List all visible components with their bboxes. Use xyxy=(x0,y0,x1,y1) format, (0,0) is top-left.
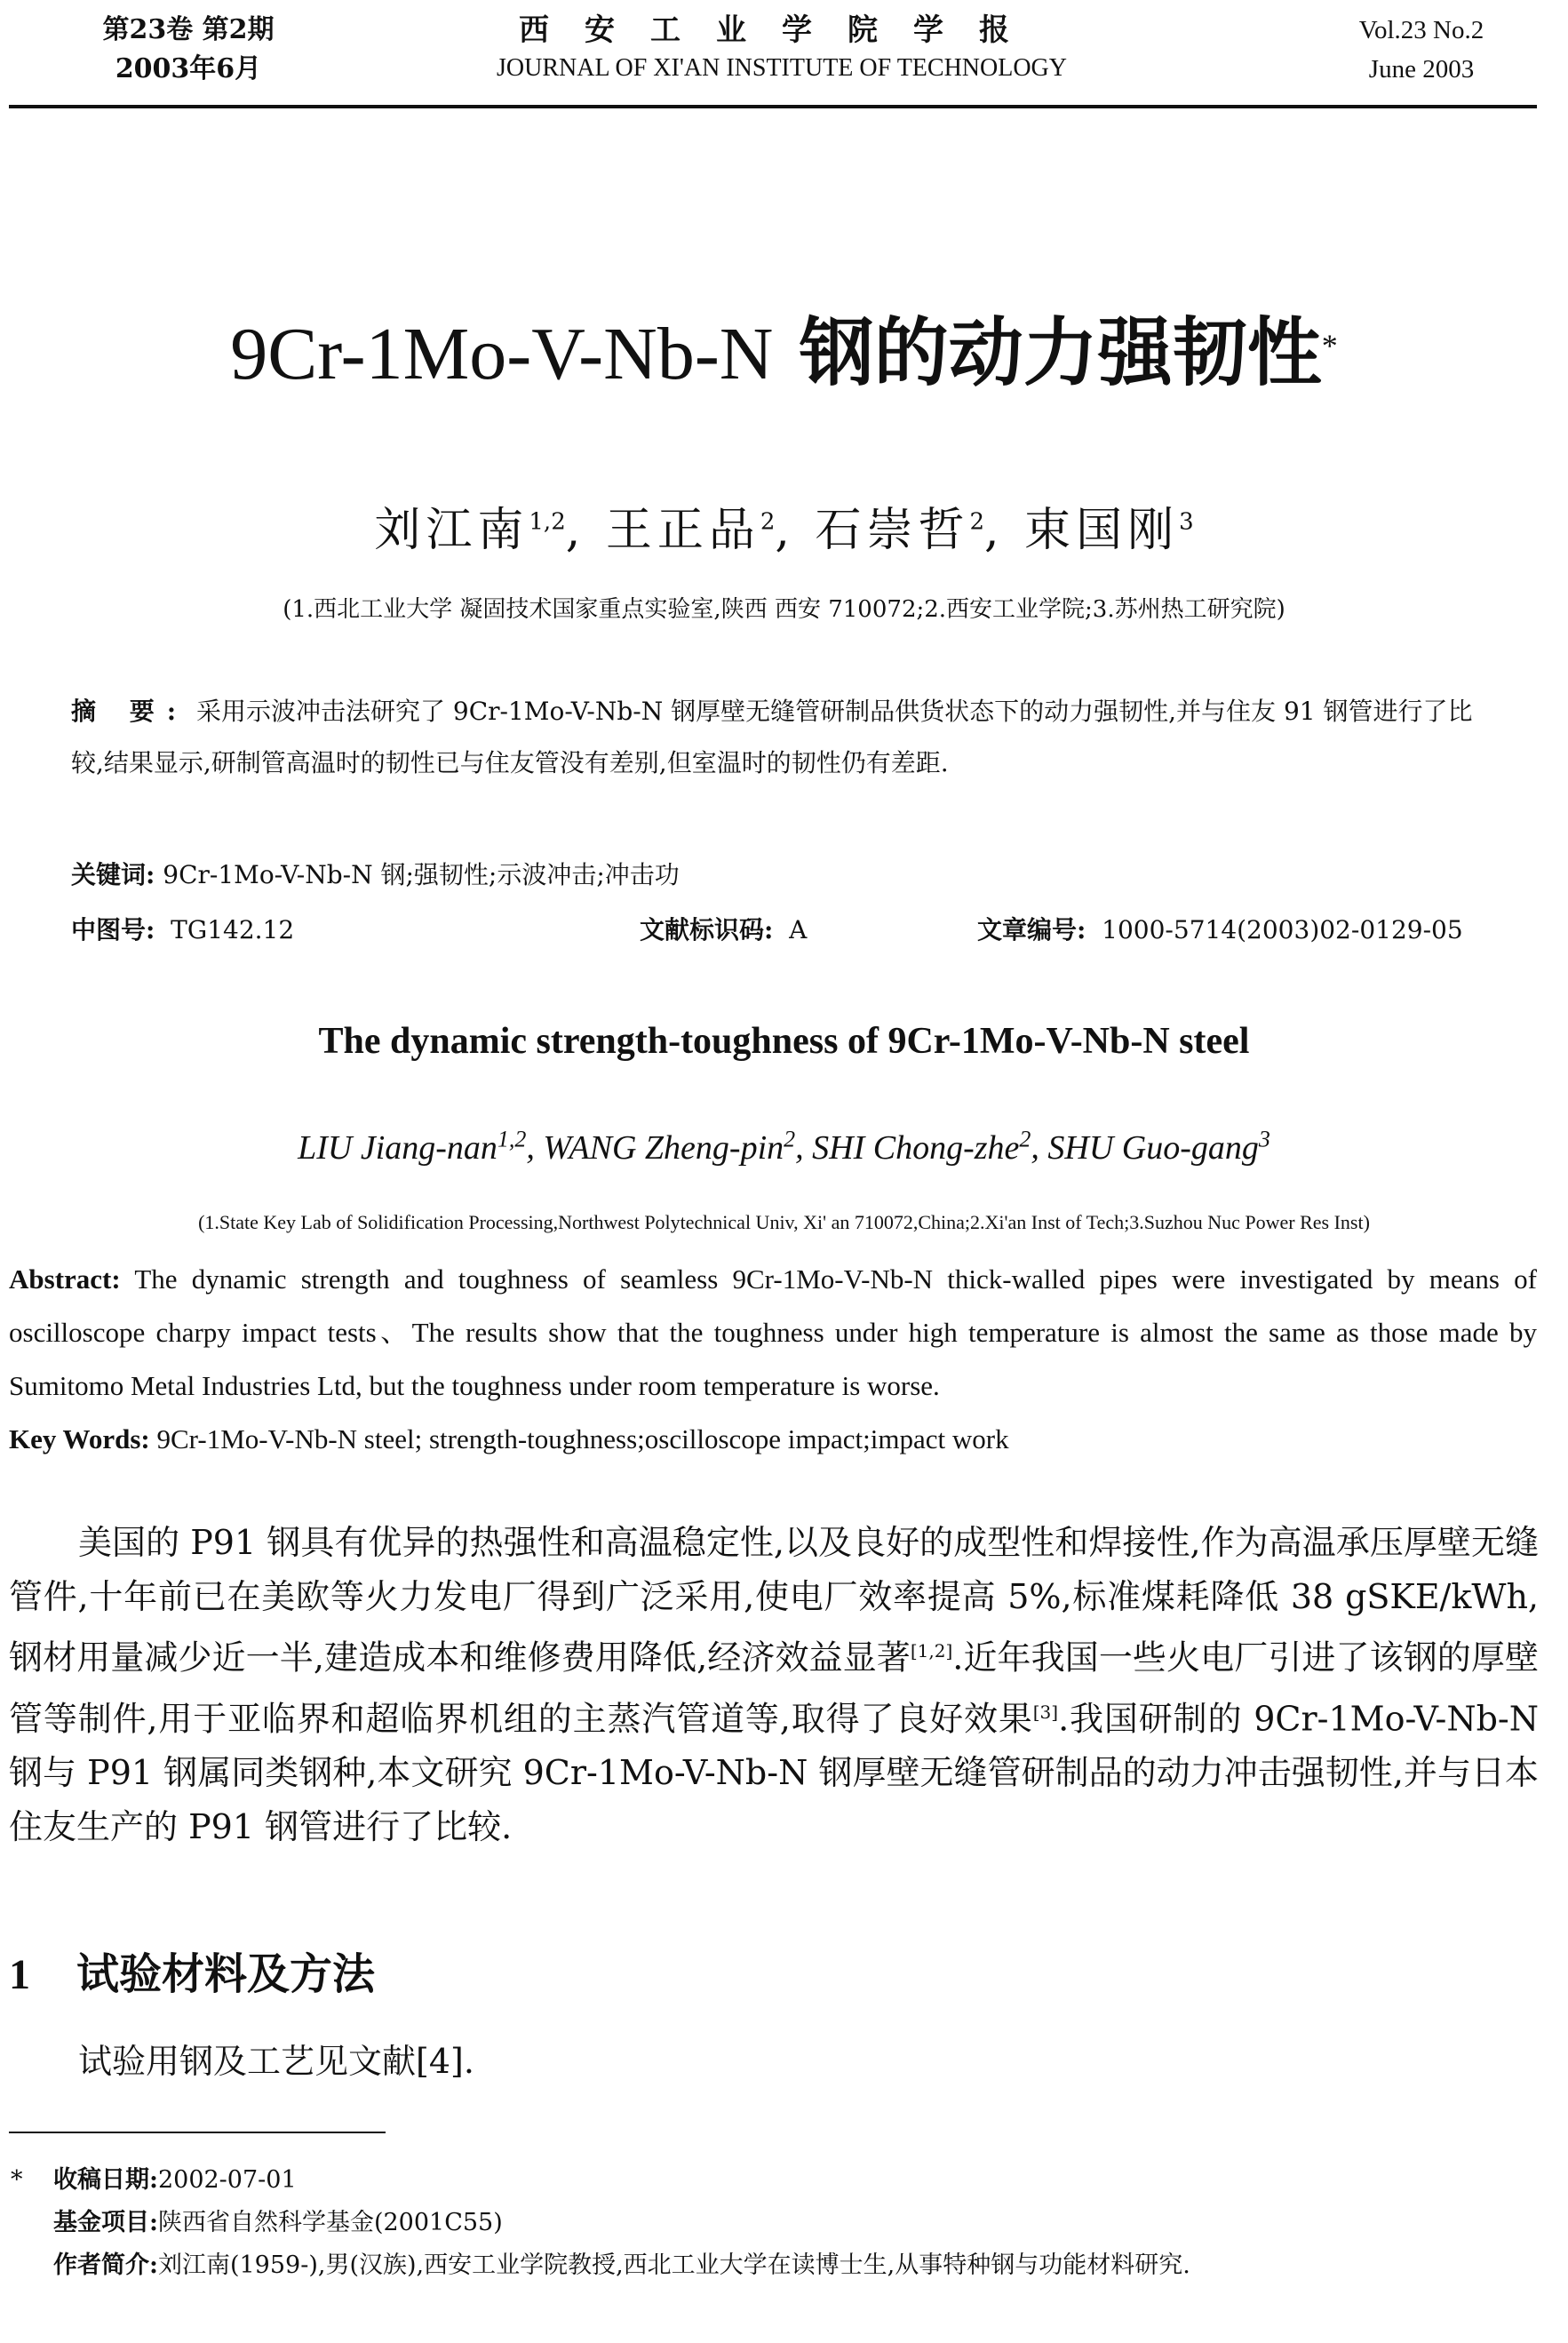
author-en: WANG Zheng-pin$^2$ xyxy=(543,1126,796,1167)
footnote-author xyxy=(53,2244,1537,2287)
title-formula: 9Cr-1Mo-V-Nb-N xyxy=(230,313,774,395)
header-journal-en: JOURNAL OF XI'AN INSTITUTE OF TECHNOLOGY xyxy=(496,54,1068,82)
classification-line xyxy=(71,908,1510,952)
header-journal-block xyxy=(391,11,1173,87)
abstract-en-text: The dynamic strength and toughness of seamless 9Cr-1Mo-V-Nb-N thick-walled pipes were investigated by means of oscilloscope charpy impact tests、The results show that the toughness under high temperature is almost the same as those made by Sumitomo Metal Industries Ltd, but the toughness under room temperature is worse. xyxy=(9,1263,1537,1401)
author-en: SHU Guo-gang$^3$ xyxy=(1047,1126,1270,1167)
keywords-cn-text: 9Cr-1Mo-V-Nb-N 钢;强韧性;示波冲击;冲击功 xyxy=(163,860,680,889)
intro-text-part-3: .我国研制的 9Cr-1Mo-V-Nb-N 钢与 P91 钢属同类钢种,本文研究 9Cr-1Mo-V-Nb-N 钢厚壁无缝管研制品的动力冲击强韧性,并与日本住友生产的 P91 钢管进行了比较. xyxy=(9,1699,1539,1847)
footnote-mark: * xyxy=(11,2166,23,2194)
clc-label: 中图号: xyxy=(71,915,155,944)
author-cn: 王正品$^2$ xyxy=(605,504,776,558)
abstract-en xyxy=(9,1253,1537,1413)
header-volume-en: Vol.23 No.2 xyxy=(1358,16,1484,44)
article-no-value: 1000-5714(2003)02-0129-05 xyxy=(1102,915,1463,944)
keywords-cn-label: 关键词: xyxy=(71,860,155,889)
keywords-en-label: Key Words: xyxy=(9,1423,150,1454)
header-journal-cn: 西安工业学院学报 xyxy=(519,12,1045,48)
keywords-cn xyxy=(71,853,1475,897)
footnote-rule xyxy=(9,2132,386,2133)
abstract-cn-text: 采用示波冲击法研究了 9Cr-1Mo-V-Nb-N 钢厚壁无缝管研制品供货状态下的动力强韧性,并与住友 91 钢管进行了比较,结果显示,研制管高温时的韧性已与住友管没有差别,但室温时的韧性仍有差距. xyxy=(71,697,1473,777)
doc-code-label: 文献标识码: xyxy=(640,915,774,944)
footnote-fund xyxy=(53,2202,1537,2244)
section-1-text: 试验用钢及工艺见文献[4]. xyxy=(78,2042,474,2081)
keywords-en xyxy=(9,1415,1537,1464)
author-en: LIU Jiang-nan$^{1,2}$ xyxy=(298,1126,527,1167)
header-date-cn: 2003年6月 xyxy=(115,53,262,84)
clc-value: TG142.12 xyxy=(171,915,295,944)
author-en: SHI Chong-zhe$^2$ xyxy=(812,1126,1031,1167)
intro-text-part-1: 美国的 P91 钢具有优异的热强性和高温稳定性,以及良好的成型性和焊接性,作为高温承压厚壁无缝管件,十年前已在美欧等火力发电厂得到广泛采用,使电厂效率提高 5%,标准煤耗降低 38 gSKE/kWh,钢材用量减少近一半,建造成本和维修费用降低,经济效益显著 xyxy=(9,1523,1539,1678)
running-header xyxy=(0,0,1568,108)
paper-title-en: The dynamic strength-toughness of 9Cr-1Mo-V-Nb-N steel xyxy=(318,1021,1250,1062)
affiliation-cn: (1.西北工业大学 凝固技术国家重点实验室,陕西 西安 710072;2.西安工业学院;3.苏州热工研究院) xyxy=(283,596,1285,623)
header-volume-en-block xyxy=(1297,11,1546,89)
abstract-en-label: Abstract: xyxy=(9,1263,121,1295)
section-1-heading xyxy=(9,1942,375,2007)
author-bio-value: 刘江南(1959-),男(汉族),西安工业学院教授,西北工业大学在读博士生,从事特种钢与功能材料研究. xyxy=(157,2251,1190,2279)
intro-text-part-2: .近年我国一些火电厂引进了该钢的厚壁管等制件,用于亚临界和超临界机组的主蒸汽管道等,取得了良好效果 xyxy=(9,1638,1539,1739)
received-value: 2002-07-01 xyxy=(157,2166,297,2194)
received-label: 收稿日期: xyxy=(53,2166,158,2194)
author-cn: 刘江南$^{1,2}$ xyxy=(374,504,566,558)
title-cn-text: 钢的动力强韧性 xyxy=(773,309,1322,396)
fund-label: 基金项目: xyxy=(53,2209,158,2236)
author-list-en: LIU Jiang-nan$^{1,2}$, WANG Zheng-pin$^2$, SHI Chong-zhe$^2$, SHU Guo-gang$^3$ xyxy=(298,1126,1270,1167)
header-volume-cn: 第23卷 第2期 xyxy=(102,14,275,45)
article-no-label: 文章编号: xyxy=(977,915,1086,944)
title-footnote-mark: * xyxy=(1321,328,1338,363)
keywords-en-text: 9Cr-1Mo-V-Nb-N steel; strength-toughness;oscilloscope impact;impact work xyxy=(156,1423,1009,1454)
header-volume-cn-block xyxy=(46,11,330,89)
header-date-en: June 2003 xyxy=(1368,55,1475,84)
citation-1-2: [1,2] xyxy=(910,1640,953,1662)
author-list-cn: 刘江南$^{1,2}$, 王正品$^2$, 石崇哲$^2$, 束国刚$^3$ xyxy=(374,504,1194,558)
author-bio-label: 作者简介: xyxy=(53,2251,158,2279)
introduction-paragraph xyxy=(9,1516,1539,1854)
footnote-received xyxy=(11,2159,1537,2202)
abstract-cn xyxy=(71,686,1475,789)
footnotes xyxy=(11,2159,1537,2287)
paper-title-cn xyxy=(0,304,1568,403)
author-cn: 束国刚$^3$ xyxy=(1024,504,1194,558)
fund-value: 陕西省自然科学基金(2001C55) xyxy=(157,2209,503,2236)
author-cn: 石崇哲$^2$ xyxy=(815,504,984,558)
section-1-title: 试验材料及方法 xyxy=(76,1949,376,1999)
header-rule xyxy=(9,105,1537,108)
affiliation-en: (1.State Key Lab of Solidification Processing,Northwest Polytechnical Univ, Xi' an 710072,China;2.Xi'an Inst of Tech;3.Suzhou Nuc Power Res Inst) xyxy=(198,1211,1370,1233)
doc-code-value: A xyxy=(789,915,808,944)
citation-3: [3] xyxy=(1032,1701,1059,1723)
section-1-number: 1 xyxy=(9,1951,30,1998)
abstract-cn-label: 摘 要: xyxy=(71,697,189,726)
